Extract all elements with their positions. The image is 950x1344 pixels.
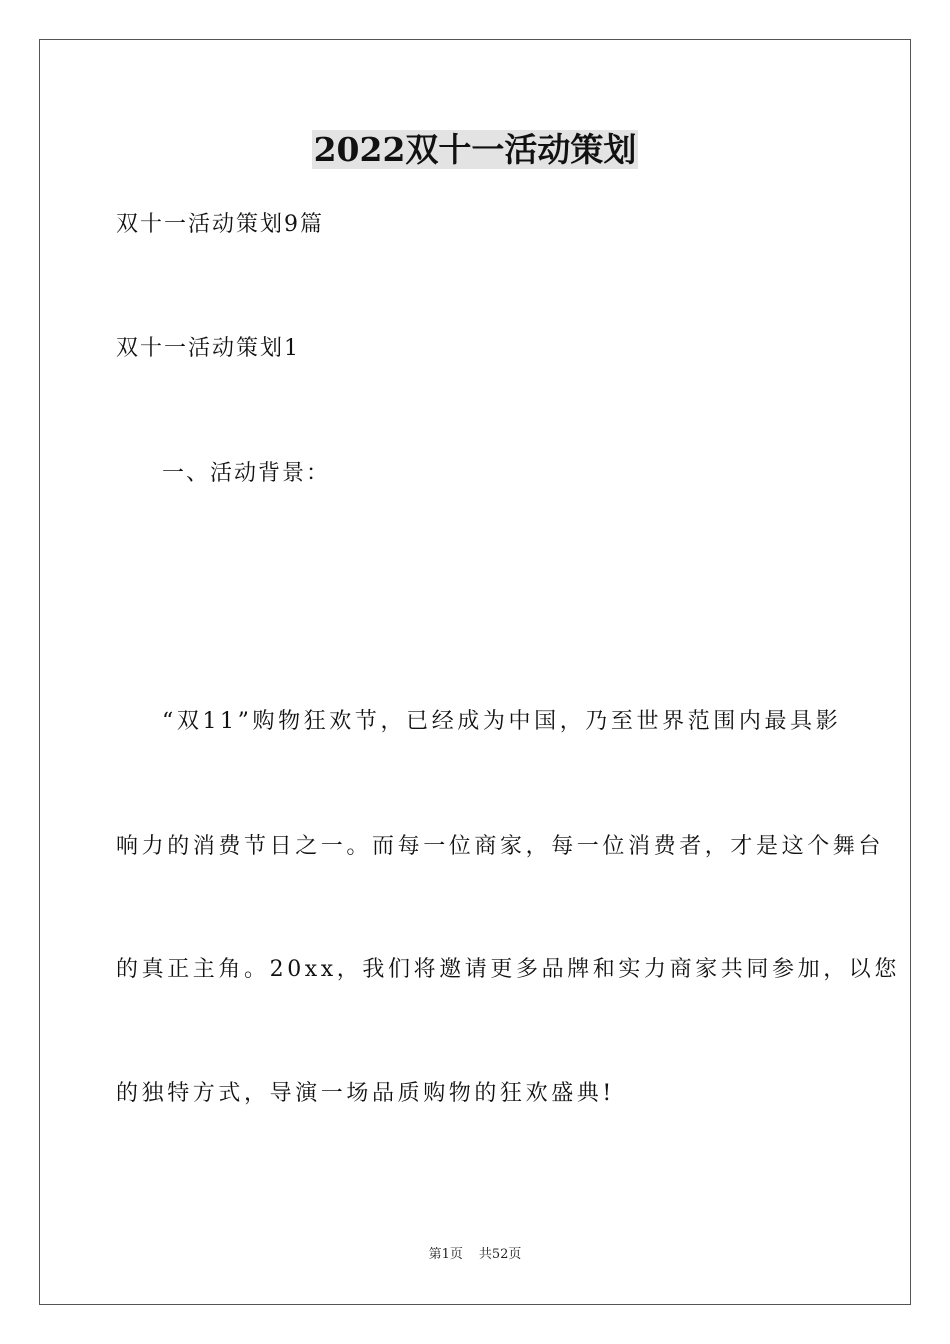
page-number: 第1页 xyxy=(428,1247,463,1262)
document-title-text: 2022双十一活动策划 xyxy=(313,130,637,169)
paragraph-line: “双11”购物狂欢节，已经成为中国，乃至世界范围内最具影 xyxy=(162,709,842,734)
page-footer xyxy=(0,1246,950,1264)
document-title xyxy=(0,128,950,172)
total-pages: 共52页 xyxy=(478,1247,522,1262)
section-heading: 一、活动背景： xyxy=(162,461,331,486)
paragraph-line: 响力的消费节日之一。而每一位商家，每一位消费者，才是这个舞台 xyxy=(116,834,885,859)
paragraph-line: 的独特方式，导演一场品质购物的狂欢盛典! xyxy=(116,1081,615,1106)
paragraph-line: 的真正主角。20xx，我们将邀请更多品牌和实力商家共同参加，以您 xyxy=(116,957,901,982)
document-subtitle: 双十一活动策划9篇 xyxy=(116,212,324,237)
section-title: 双十一活动策划1 xyxy=(116,336,300,361)
